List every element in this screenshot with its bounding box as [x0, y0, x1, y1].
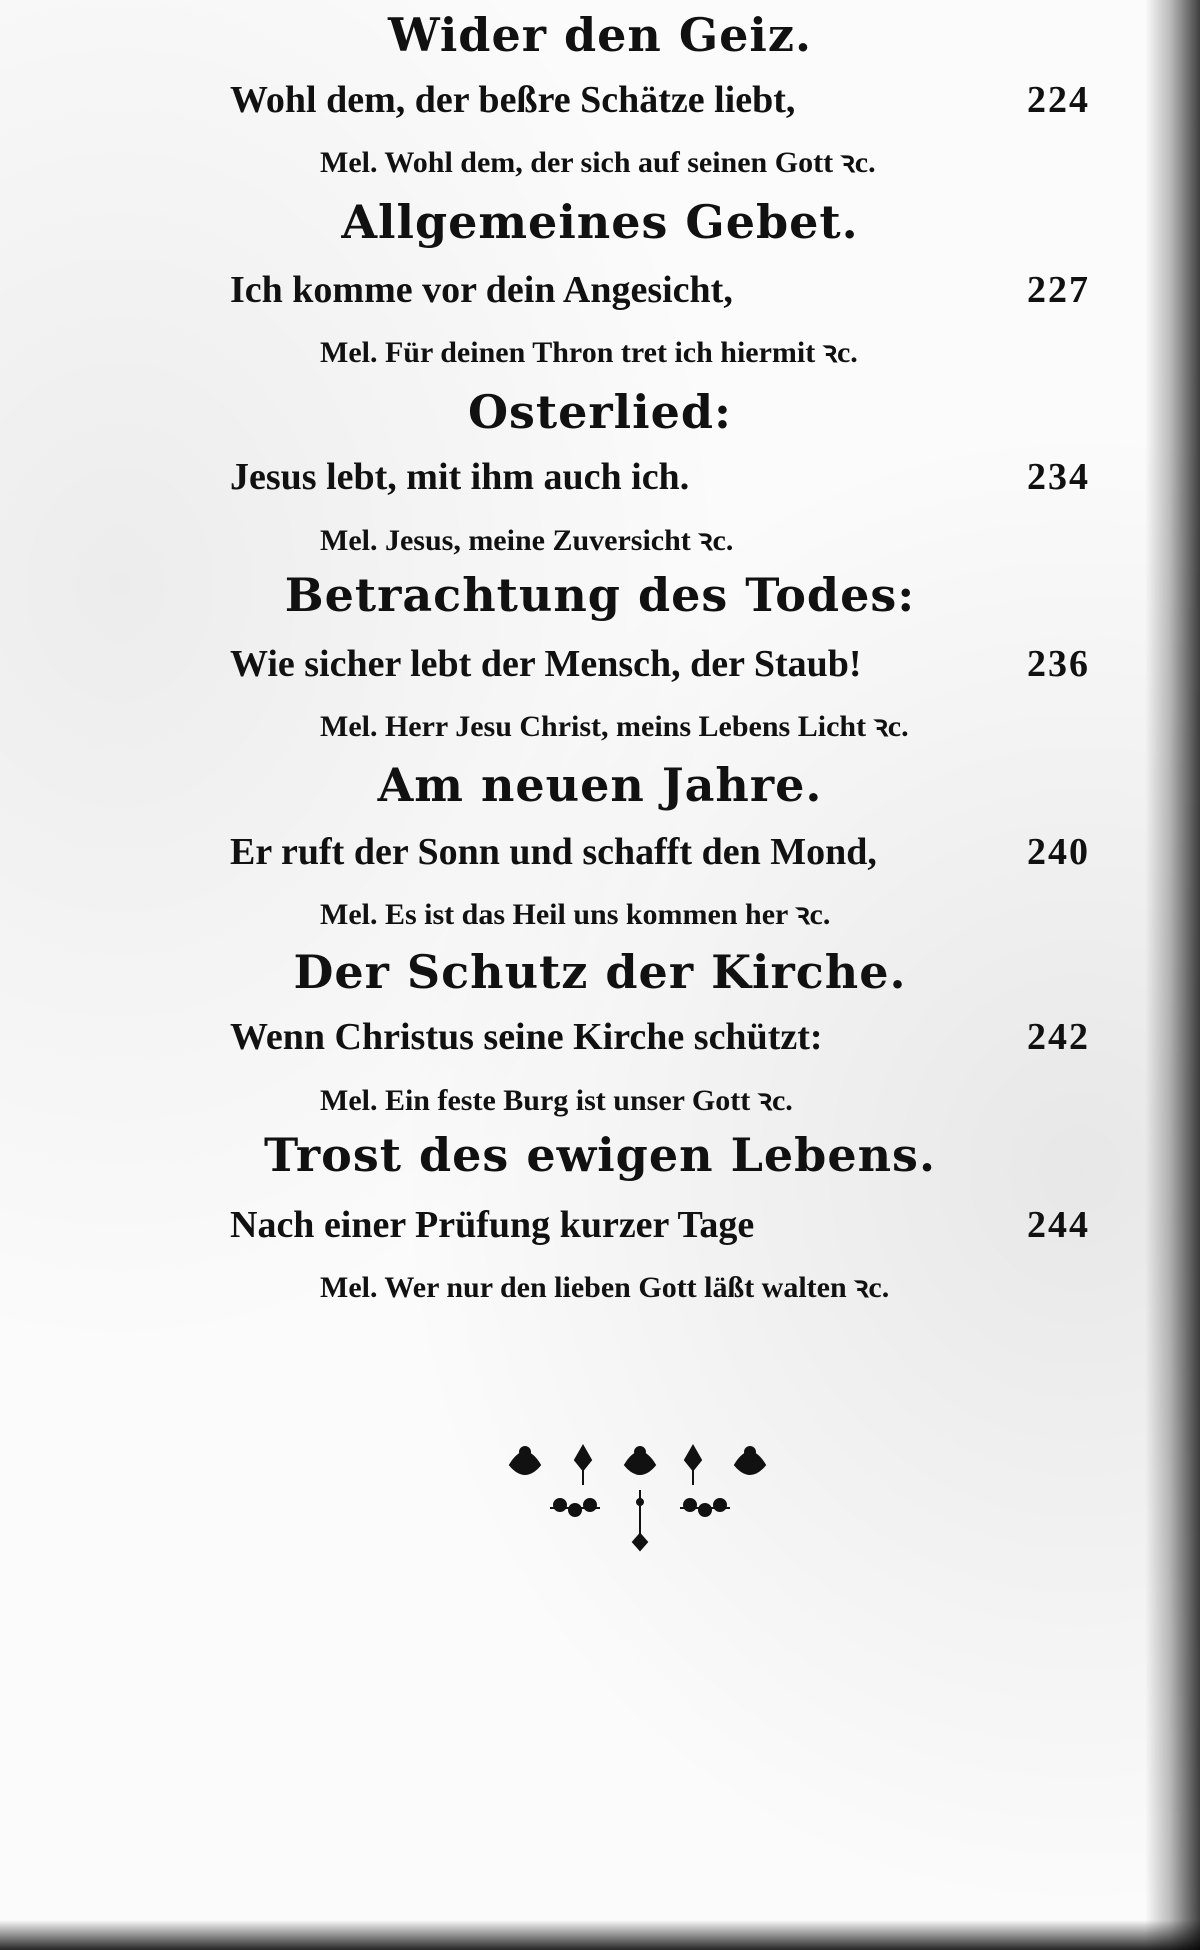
- hymn-entry: [230, 268, 1090, 312]
- melody-line: Mel. Jesus, meine Zuversicht ꝛc.: [320, 524, 734, 557]
- melody-line: Mel. Für deinen Thron tret ich hiermit ꝛc.: [320, 336, 858, 369]
- section-title: Osterlied:: [467, 385, 733, 439]
- hymn-entry: [230, 830, 1090, 874]
- page-number: 242: [1027, 1016, 1090, 1058]
- section-title: Wider den Geiz.: [387, 8, 813, 62]
- section-title: Der Schutz der Kirche.: [293, 945, 907, 999]
- hymn-first-line: Wohl dem, der beßre Schätze liebt,: [230, 79, 796, 121]
- page-number: 227: [1027, 269, 1090, 311]
- hymn-entry: [230, 78, 1090, 122]
- page-number: 244: [1027, 1204, 1090, 1246]
- page-number: 224: [1027, 79, 1090, 121]
- hymn-first-line: Wenn Christus seine Kirche schützt:: [230, 1016, 823, 1058]
- hymn-entry: [230, 1015, 1090, 1059]
- melody-line: Mel. Es ist das Heil uns kommen her ꝛc.: [320, 898, 831, 931]
- melody-line: Mel. Wer nur den lieben Gott läßt walten ꝛc.: [320, 1271, 890, 1304]
- floral-ornament: [490, 1430, 840, 1560]
- hymn-entry: [230, 455, 1090, 499]
- page-number: 240: [1027, 831, 1090, 873]
- hymn-first-line: Nach einer Prüfung kurzer Tage: [230, 1204, 755, 1246]
- hymn-first-line: Wie sicher lebt der Mensch, der Staub!: [230, 643, 862, 685]
- page-edge-shadow: [1145, 0, 1200, 1950]
- hymn-first-line: Jesus lebt, mit ihm auch ich.: [230, 456, 690, 498]
- hymn-first-line: Ich komme vor dein Angesicht,: [230, 269, 733, 311]
- hymn-first-line: Er ruft der Sonn und schafft den Mond,: [230, 831, 877, 873]
- melody-line: Mel. Herr Jesu Christ, meins Lebens Licht ꝛc.: [320, 710, 909, 743]
- section-title: Betrachtung des Todes:: [284, 568, 916, 622]
- page-bottom-shadow: [0, 1920, 1200, 1950]
- section-title: Am neuen Jahre.: [377, 758, 823, 812]
- melody-line: Mel. Wohl dem, der sich auf seinen Gott ꝛc.: [320, 146, 876, 179]
- page-number: 236: [1027, 643, 1090, 685]
- hymn-entry: [230, 642, 1090, 686]
- section-title: Allgemeines Gebet.: [341, 195, 859, 249]
- section-title: Trost des ewigen Lebens.: [264, 1128, 936, 1182]
- page-number: 234: [1027, 456, 1090, 498]
- melody-line: Mel. Ein feste Burg ist unser Gott ꝛc.: [320, 1084, 793, 1117]
- hymn-entry: [230, 1203, 1090, 1247]
